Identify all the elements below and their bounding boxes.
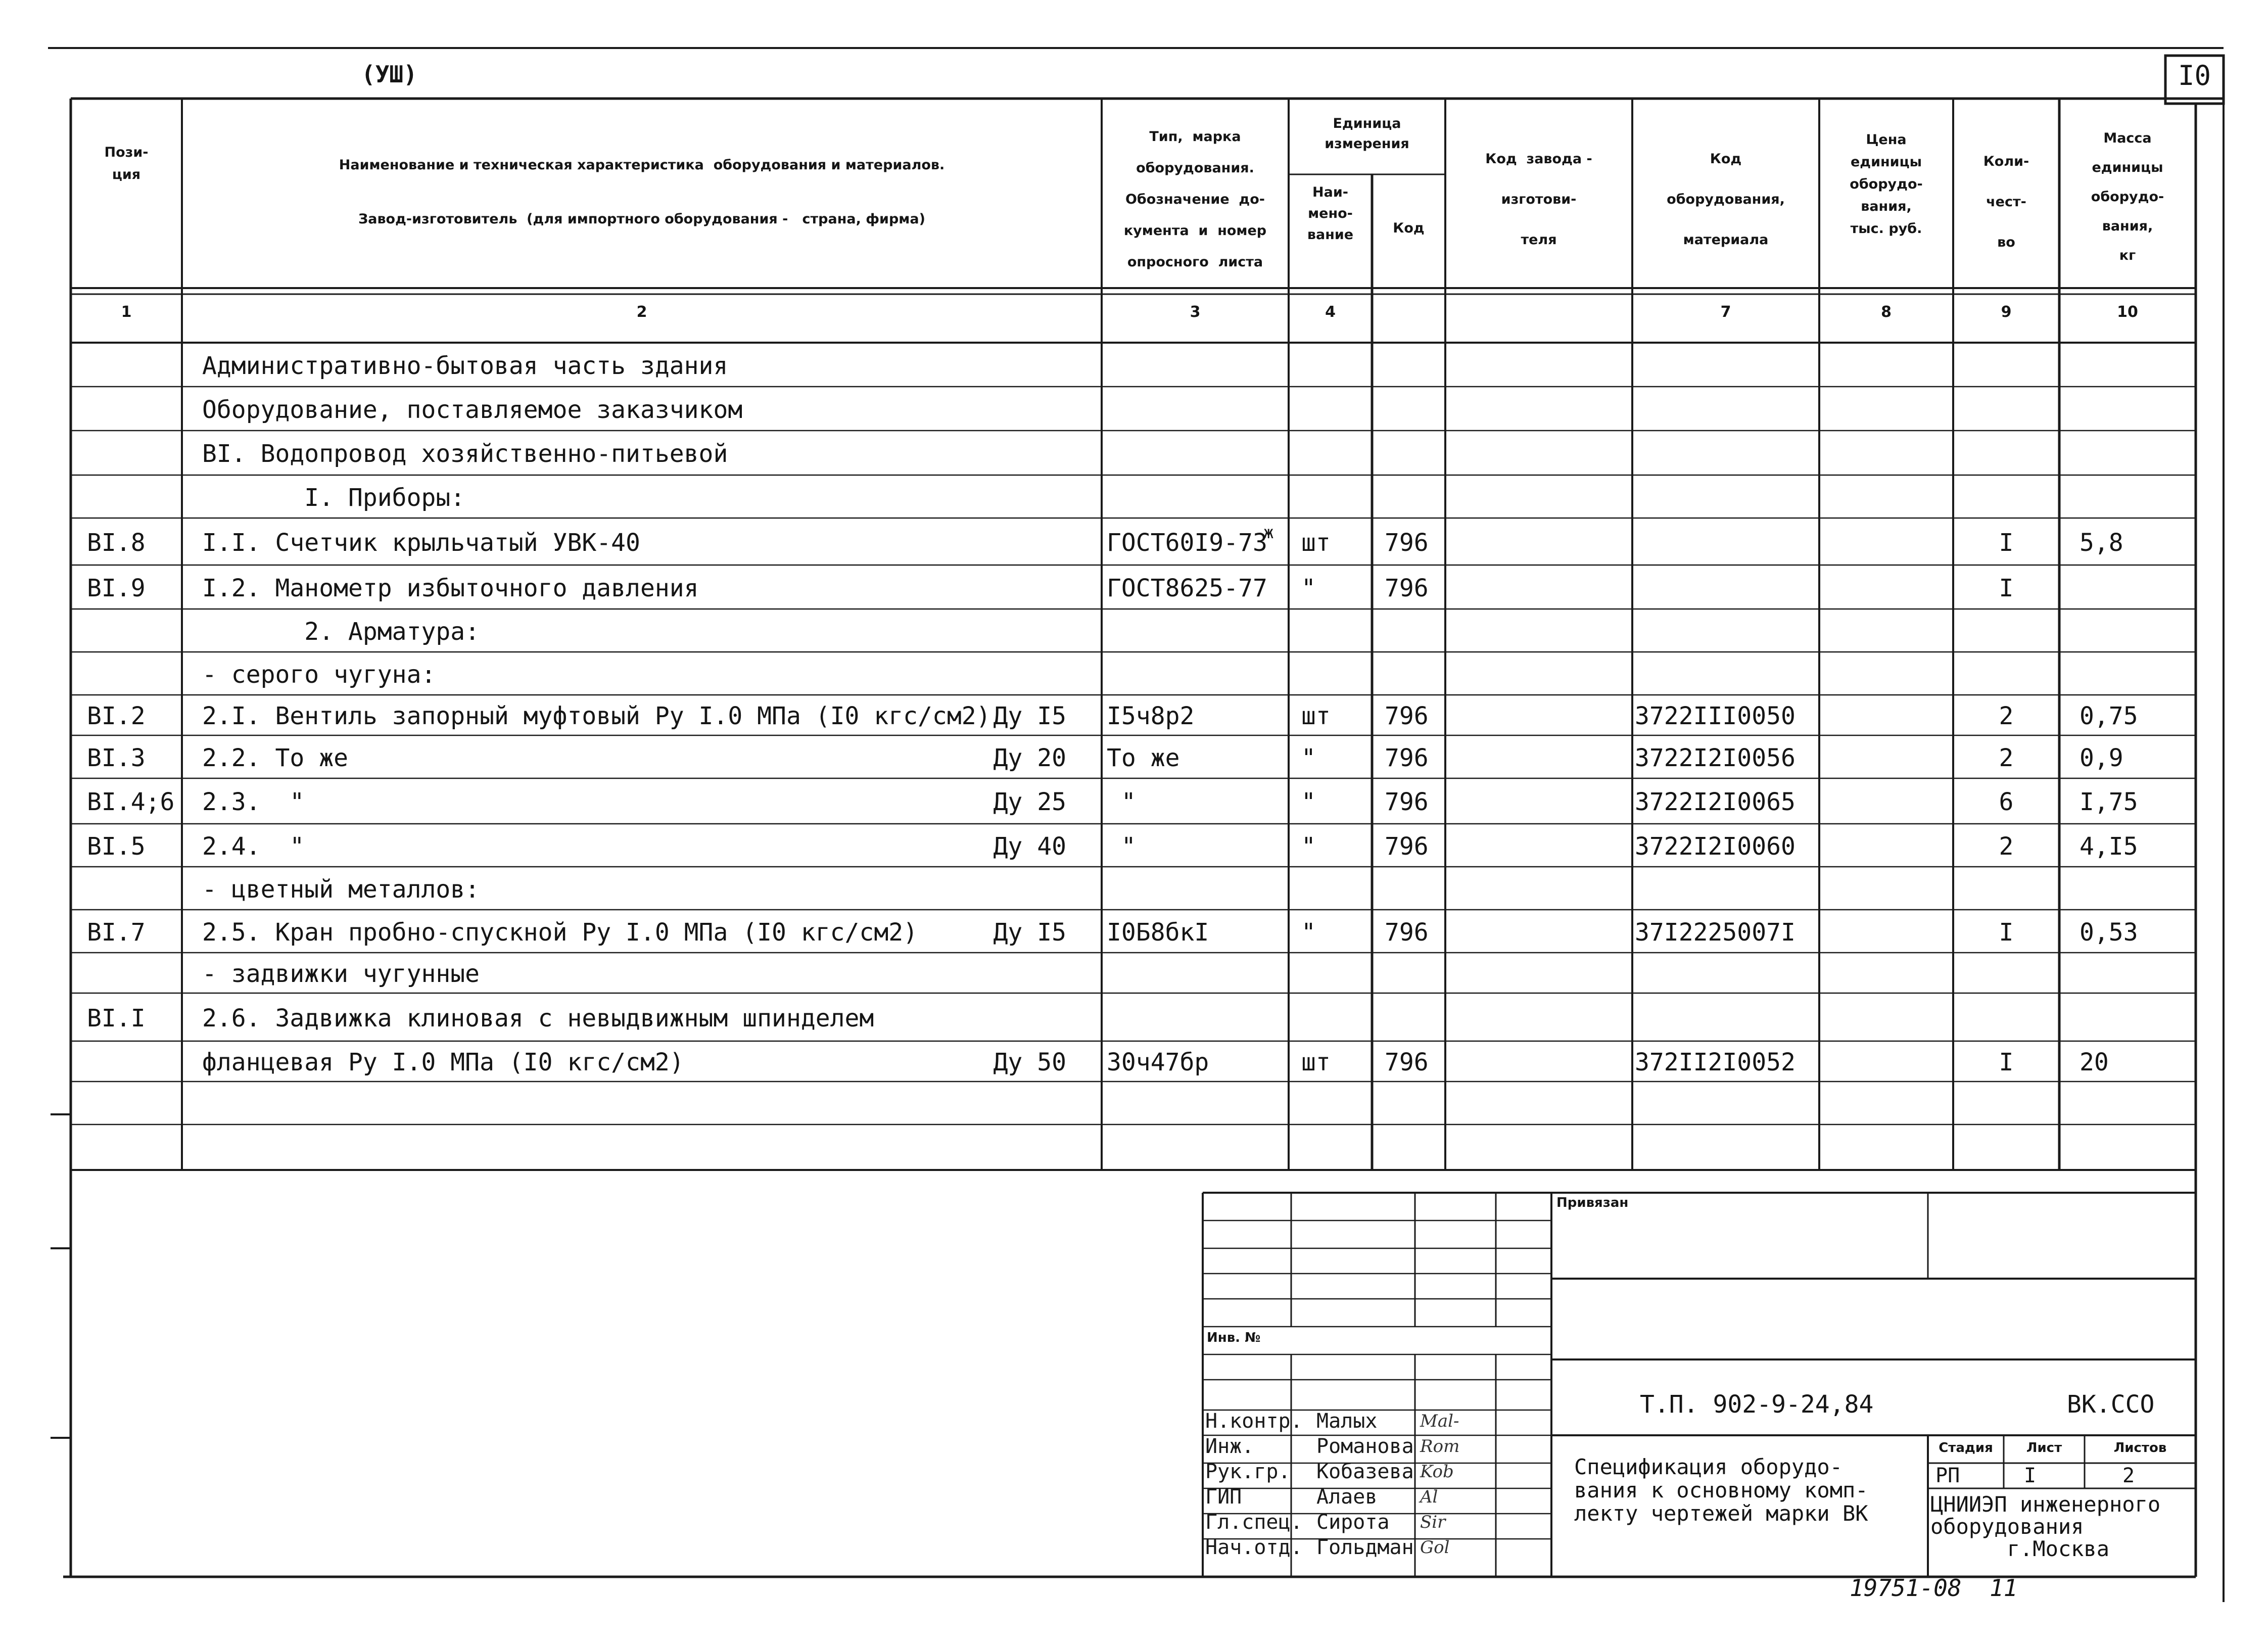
- col-number: 3: [1190, 303, 1201, 321]
- signer-name: Алаев: [1316, 1485, 1378, 1509]
- row-position: ВI.9: [87, 574, 146, 602]
- corner-label: (УШ): [361, 61, 417, 88]
- row-mass: 0,53: [2080, 918, 2138, 947]
- row-name: 2. Арматура:: [202, 618, 480, 646]
- row-equipment-code: 3722I2I0060: [1635, 832, 1796, 861]
- row-nominal-diameter: Ду 20: [993, 744, 1066, 772]
- row-unit: шт: [1301, 529, 1331, 557]
- row-type: ГОСТ8625-77: [1107, 574, 1267, 602]
- row-name: - серого чугуна:: [202, 661, 436, 689]
- row-equipment-code: 372II2I0052: [1635, 1048, 1796, 1076]
- attached-label: Привязан: [1556, 1195, 1629, 1210]
- row-position: ВI.7: [87, 918, 146, 947]
- row-unit: ": [1301, 574, 1316, 602]
- col-number: 4: [1325, 303, 1336, 321]
- row-nominal-diameter: Ду 25: [993, 788, 1066, 816]
- signer-name: Сирота: [1316, 1511, 1390, 1534]
- row-name: I.I. Счетчик крыльчатый УВК-40: [202, 529, 640, 557]
- signature: Al: [1420, 1487, 1438, 1507]
- row-mass: 20: [2080, 1048, 2109, 1076]
- header-unit-code: Код: [1393, 220, 1425, 236]
- row-unit-code: 796: [1385, 744, 1429, 772]
- row-unit-code: 796: [1385, 832, 1429, 861]
- row-quantity: I: [1999, 574, 2014, 602]
- signature: Mal-: [1420, 1411, 1459, 1431]
- row-name: I. Приборы:: [202, 484, 465, 512]
- row-unit: ": [1301, 788, 1316, 816]
- document-mark: ВК.ССО: [2067, 1390, 2155, 1419]
- row-name: фланцевая Ру I.0 МПа (I0 кгс/см2): [202, 1048, 684, 1076]
- signer-role: Нач.отд.: [1205, 1536, 1303, 1559]
- row-unit: шт: [1301, 1048, 1331, 1076]
- row-position: ВI.5: [87, 832, 146, 861]
- row-quantity: 6: [1999, 788, 2014, 816]
- row-name: ВI. Водопровод хозяйственно-питьевой: [202, 440, 728, 468]
- row-unit-code: 796: [1385, 702, 1429, 730]
- row-name: I.2. Манометр избыточного давления: [202, 574, 699, 602]
- row-nominal-diameter: Ду 50: [993, 1048, 1066, 1076]
- stage-label: Стадия: [1939, 1440, 1993, 1456]
- row-mass: 0,75: [2080, 702, 2138, 730]
- col-number: 9: [2001, 303, 2012, 321]
- inventory-number-label: Инв. №: [1207, 1330, 1261, 1345]
- header-name-line2: Завод-изготовитель (для импортного оборудования - страна, фирма): [358, 211, 925, 227]
- row-unit: ": [1301, 918, 1316, 947]
- row-quantity: I: [1999, 529, 2014, 557]
- header-mass: Масса единицы оборудо- вания, кг: [2091, 130, 2164, 263]
- row-mass: 4,I5: [2080, 832, 2138, 861]
- col-number: 8: [1881, 303, 1892, 321]
- signer-role: ГИП: [1205, 1485, 1242, 1509]
- header-equipment-code: Код оборудования, материала: [1667, 151, 1785, 248]
- signature: Rom: [1420, 1436, 1460, 1457]
- header-price: Цена единицы оборудо- вания, тыс. руб.: [1850, 132, 1923, 237]
- signer-role: Рук.гр.: [1205, 1460, 1291, 1483]
- signer-name: Романова: [1316, 1435, 1414, 1458]
- row-mass: 0,9: [2080, 744, 2123, 772]
- document-code: Т.П. 902-9-24,84: [1640, 1390, 1874, 1419]
- header-position: Пози- ция: [104, 145, 149, 182]
- signature: Sir: [1420, 1512, 1446, 1532]
- row-position: ВI.3: [87, 744, 146, 772]
- row-type: ГОСТ60I9-73: [1107, 529, 1267, 557]
- header-name-line1: Наименование и техническая характеристика оборудования и материалов.: [339, 157, 945, 173]
- row-name: 2.6. Задвижка клиновая с невыдвижным шпинделем: [202, 1004, 874, 1033]
- signer-role: Инж.: [1205, 1435, 1254, 1458]
- signer-name: Кобазева: [1316, 1460, 1414, 1483]
- document-title: Спецификация оборудо- вания к основному комп- лекту чертежей марки ВК: [1574, 1455, 1868, 1526]
- col-number: 2: [636, 303, 647, 321]
- row-name: Оборудование, поставляемое заказчиком: [202, 396, 743, 424]
- archive-number: 19751-08 11: [1850, 1574, 2018, 1602]
- row-name: 2.2. То же: [202, 744, 348, 772]
- row-mass: I,75: [2080, 788, 2138, 816]
- row-type: I5ч8р2: [1107, 702, 1195, 730]
- row-mass: 5,8: [2080, 529, 2123, 557]
- signature: Gol: [1420, 1537, 1450, 1558]
- row-nominal-diameter: Ду I5: [993, 702, 1066, 730]
- row-type: 30ч47бр: [1107, 1048, 1209, 1076]
- row-unit: шт: [1301, 702, 1331, 730]
- row-name: 2.I. Вентиль запорный муфтовый Ру I.0 МПа (I0 кгс/см2): [202, 702, 991, 730]
- col-number: 10: [2117, 303, 2138, 321]
- row-name: - задвижки чугунные: [202, 960, 480, 988]
- row-nominal-diameter: Ду I5: [993, 918, 1066, 947]
- row-quantity: I: [1999, 1048, 2014, 1076]
- col-number: 1: [121, 303, 132, 321]
- row-equipment-code: 3722III0050: [1635, 702, 1796, 730]
- signer-name: Гольдман: [1316, 1536, 1414, 1559]
- row-position: ВI.4;6: [87, 788, 175, 816]
- row-name: - цветный металлов:: [202, 875, 480, 904]
- row-position: ВI.I: [87, 1004, 146, 1033]
- row-unit-code: 796: [1385, 788, 1429, 816]
- row-type: То же: [1107, 744, 1180, 772]
- header-unit: Единица измерения: [1325, 116, 1409, 152]
- row-unit-code: 796: [1385, 574, 1429, 602]
- col-number: 7: [1720, 303, 1731, 321]
- row-quantity: I: [1999, 918, 2014, 947]
- row-name: 2.4. ": [202, 832, 305, 861]
- type-superscript: ж: [1263, 523, 1274, 543]
- row-quantity: 2: [1999, 832, 2014, 861]
- row-position: ВI.8: [87, 529, 146, 557]
- row-name: 2.3. ": [202, 788, 305, 816]
- sheet-label: Лист: [2026, 1440, 2062, 1456]
- row-unit-code: 796: [1385, 1048, 1429, 1076]
- header-factory-code: Код завода - изготови- теля: [1485, 151, 1592, 248]
- row-equipment-code: 3722I2I0065: [1635, 788, 1796, 816]
- header-unit-name: Наи- мено- вание: [1307, 184, 1354, 243]
- header-type: Тип, марка оборудования. Обозначение до- кумента и номер опросного листа: [1123, 129, 1267, 270]
- organization: ЦНИИЭП инженерного оборудования г.Москва: [1930, 1492, 2161, 1561]
- row-type: ": [1107, 788, 1136, 816]
- header-quantity: Коли- чест- во: [1983, 154, 2029, 250]
- stage-value: РП: [1935, 1464, 1960, 1487]
- row-position: ВI.2: [87, 702, 146, 730]
- row-unit: ": [1301, 744, 1316, 772]
- row-equipment-code: 37I2225007I: [1635, 918, 1796, 947]
- signer-name: Малых: [1316, 1410, 1378, 1433]
- row-nominal-diameter: Ду 40: [993, 832, 1066, 861]
- row-type: ": [1107, 832, 1136, 861]
- row-unit-code: 796: [1385, 918, 1429, 947]
- row-quantity: 2: [1999, 702, 2014, 730]
- row-name: 2.5. Кран пробно-спускной Ру I.0 МПа (I0 кгс/см2): [202, 918, 918, 947]
- row-unit: ": [1301, 832, 1316, 861]
- sheets-label: Листов: [2113, 1440, 2167, 1456]
- row-name: Административно-бытовая часть здания: [202, 352, 728, 380]
- row-equipment-code: 3722I2I0056: [1635, 744, 1796, 772]
- signer-role: Гл.спец.: [1205, 1511, 1303, 1534]
- signer-role: Н.контр.: [1205, 1410, 1303, 1433]
- signature: Kob: [1420, 1462, 1454, 1482]
- sheets-value: 2: [2122, 1464, 2135, 1487]
- row-unit-code: 796: [1385, 529, 1429, 557]
- page-number: I0: [2178, 60, 2211, 91]
- sheet-value: I: [2024, 1464, 2037, 1487]
- row-quantity: 2: [1999, 744, 2014, 772]
- row-type: I0Б8бкI: [1107, 918, 1209, 947]
